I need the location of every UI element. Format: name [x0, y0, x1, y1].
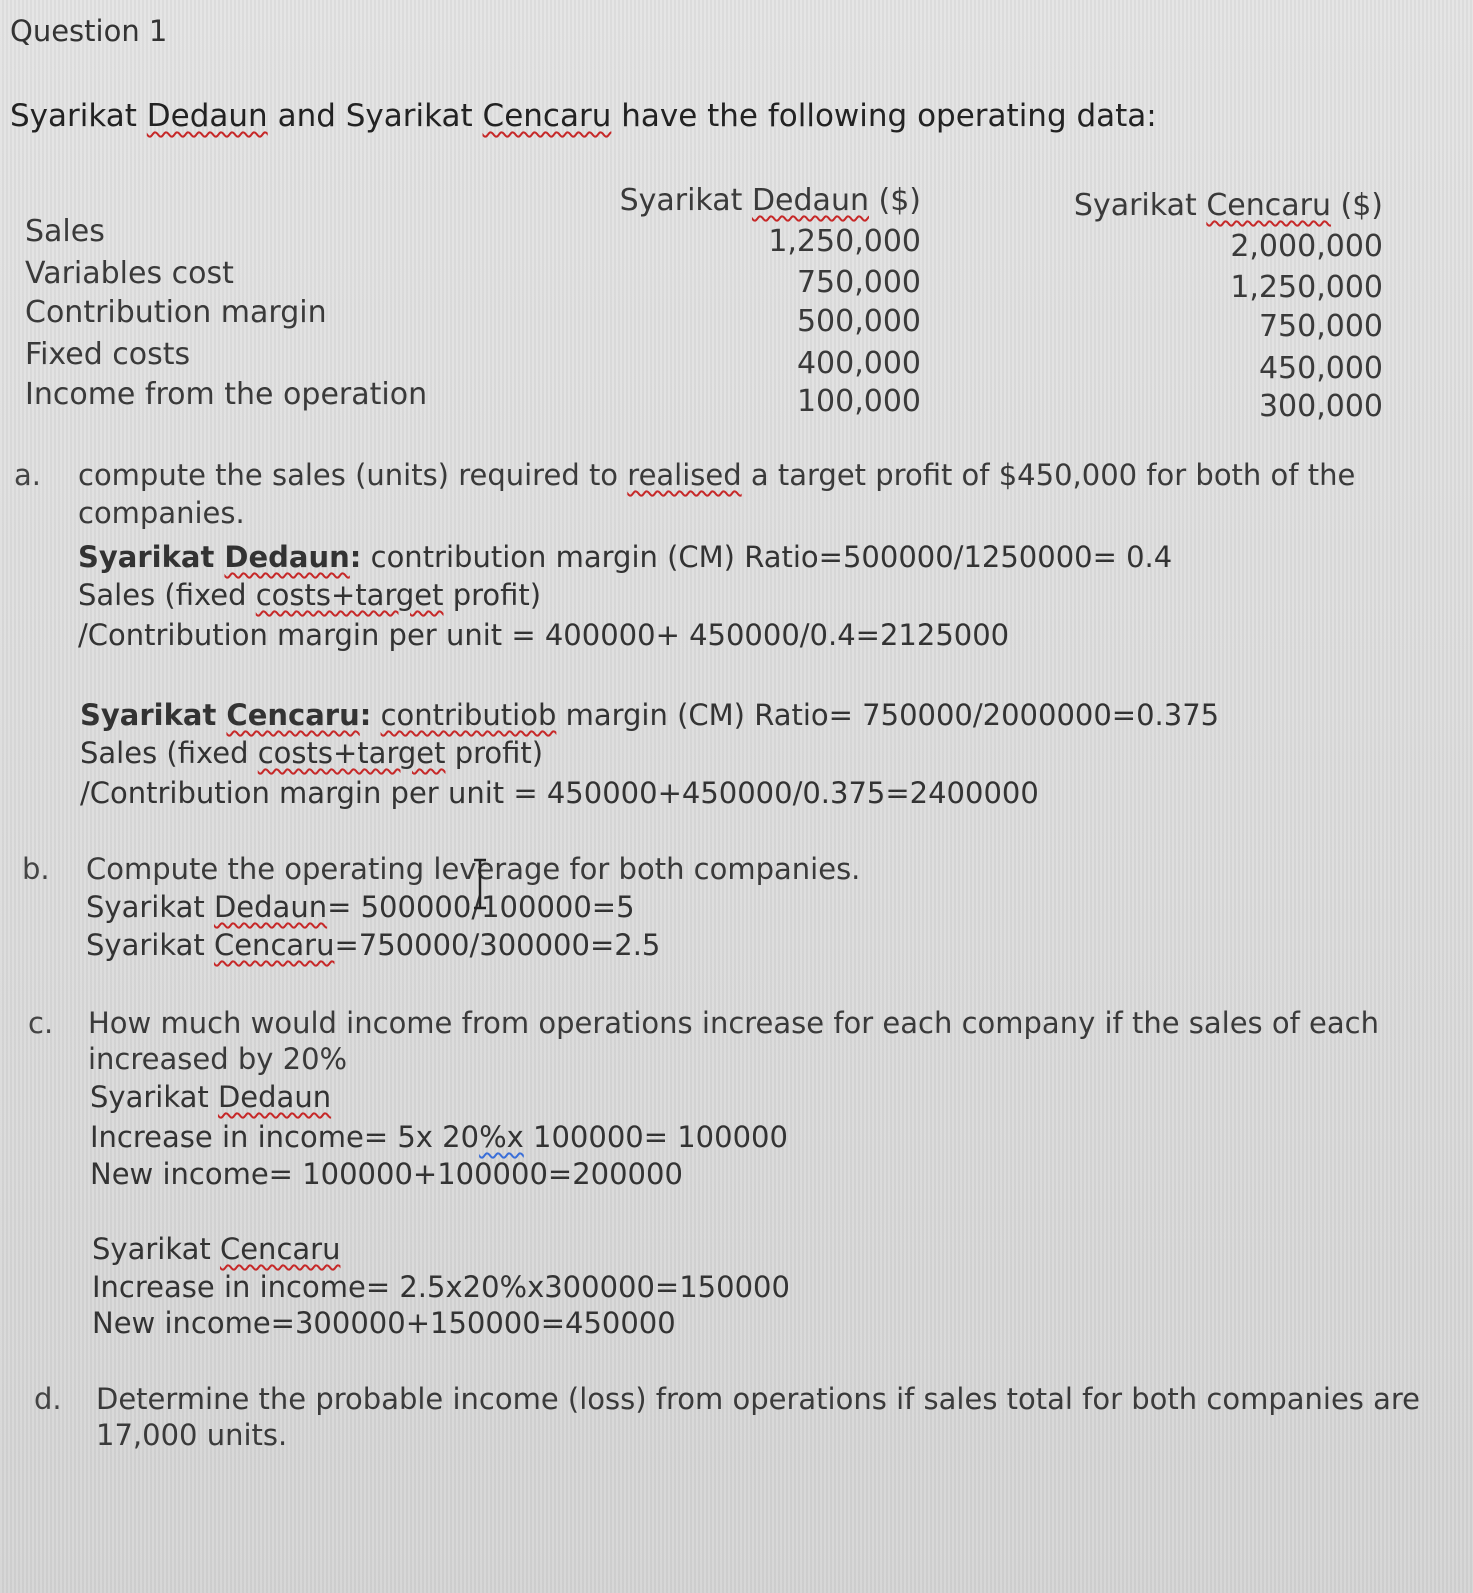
answer-text: margin (CM) Ratio= 750000/2000000=0.375	[556, 698, 1220, 732]
answer-heading: Syarikat	[78, 540, 225, 574]
question-title: Question 1	[10, 14, 168, 48]
header-unit: ($)	[868, 183, 921, 218]
question-text: a target profit of $450,000 for both of the	[741, 458, 1356, 492]
row-label-contribution-margin: Contribution margin	[25, 295, 327, 330]
misspelled-word: costs+target	[257, 736, 446, 770]
part-a-question	[78, 458, 1418, 492]
value-dedaun-income: 100,000	[796, 384, 921, 419]
part-b-question: Compute the operating leverage for both companies.	[86, 852, 861, 886]
misspelled-word: costs+target	[255, 578, 444, 612]
company-name-cencaru: Cencaru	[219, 1232, 341, 1266]
part-c-dedaun-heading	[90, 1080, 331, 1114]
company-name-dedaun: Dedaun	[146, 98, 268, 134]
misspelled-word: contributiob	[380, 698, 557, 732]
intro-text: and Syarikat	[267, 98, 483, 134]
answer-heading-company: Cencaru	[226, 698, 360, 732]
part-b-dedaun-answer	[86, 890, 635, 924]
column-header-cencaru	[1074, 188, 1383, 223]
answer-text: contribution margin (CM) Ratio=500000/1250000= 0.4	[361, 540, 1173, 574]
intro-text: Syarikat	[10, 98, 147, 134]
company-name-cencaru: Cencaru	[482, 98, 612, 134]
answer-heading: Syarikat	[92, 1232, 220, 1266]
row-label-sales: Sales	[25, 214, 105, 249]
header-company: Dedaun	[751, 183, 869, 218]
part-c-question-line1: How much would income from operations increase for each company if the sales of each	[88, 1006, 1379, 1040]
intro-text: have the following operating data:	[611, 98, 1157, 134]
value-dedaun-sales: 1,250,000	[768, 224, 921, 259]
part-a-cencaru-line3: /Contribution margin per unit = 450000+450000/0.375=2400000	[80, 776, 1039, 810]
part-a-dedaun-line2	[78, 578, 541, 612]
part-a-cencaru-line1	[80, 698, 1219, 732]
answer-heading-company: Dedaun	[224, 540, 350, 574]
part-c-question-line2: increased by 20%	[88, 1042, 348, 1076]
row-label-income: Income from the operation	[25, 377, 428, 412]
part-c-letter: c.	[28, 1006, 54, 1040]
header-company: Cencaru	[1206, 188, 1331, 223]
header-text: Syarikat	[1073, 188, 1207, 223]
value-cencaru-contribution-margin: 750,000	[1258, 309, 1383, 344]
company-name-dedaun: Dedaun	[213, 890, 328, 924]
part-c-cencaru-heading	[92, 1232, 340, 1266]
answer-heading: Syarikat	[90, 1080, 218, 1114]
part-d-letter: d.	[34, 1382, 62, 1416]
row-label-fixed-costs: Fixed costs	[25, 337, 191, 372]
part-a-cencaru-line2	[80, 736, 543, 770]
answer-text: =750000/300000=2.5	[334, 928, 661, 962]
answer-text: Sales (fixed	[80, 736, 258, 770]
header-unit: ($)	[1330, 188, 1383, 223]
part-a-letter: a.	[14, 458, 41, 492]
answer-heading-colon: :	[359, 698, 372, 732]
grammar-flagged-text: %x	[479, 1120, 524, 1154]
part-c-cencaru-increase: Increase in income= 2.5x20%x300000=150000	[92, 1270, 790, 1304]
answer-heading-colon: :	[349, 540, 362, 574]
answer-text: = 500000/100000=5	[327, 890, 635, 924]
misspelled-word: realised	[627, 458, 742, 492]
answer-heading: Syarikat	[80, 698, 227, 732]
value-dedaun-contribution-margin: 500,000	[796, 304, 921, 339]
question-text: compute the sales (units) required to	[78, 458, 628, 492]
part-d-question-line1: Determine the probable income (loss) from operations if sales total for both companies are	[96, 1382, 1421, 1416]
value-dedaun-fixed-costs: 400,000	[796, 346, 921, 381]
part-a-dedaun-line3: /Contribution margin per unit = 400000+ 450000/0.4=2125000	[78, 618, 1010, 652]
part-c-dedaun-increase	[90, 1120, 788, 1154]
answer-text: Sales (fixed	[78, 578, 256, 612]
answer-text: Syarikat	[86, 890, 214, 924]
part-d-question-line2: 17,000 units.	[96, 1418, 288, 1452]
part-a-dedaun-line1	[78, 540, 1172, 574]
answer-text: profit)	[443, 578, 542, 612]
column-header-dedaun	[620, 183, 921, 218]
intro-sentence	[10, 98, 1157, 134]
value-cencaru-variable-cost: 1,250,000	[1230, 270, 1383, 305]
answer-text: profit)	[445, 736, 544, 770]
value-cencaru-sales: 2,000,000	[1230, 229, 1383, 264]
text-cursor-icon	[470, 858, 490, 910]
value-dedaun-variable-cost: 750,000	[796, 265, 921, 300]
answer-text: Syarikat	[86, 928, 214, 962]
header-text: Syarikat	[619, 183, 752, 218]
company-name-dedaun: Dedaun	[217, 1080, 332, 1114]
answer-text: 100000= 100000	[523, 1120, 788, 1154]
value-cencaru-fixed-costs: 450,000	[1258, 351, 1383, 386]
part-a-question-line2: companies.	[78, 496, 245, 530]
company-name-cencaru: Cencaru	[213, 928, 335, 962]
part-b-letter: b.	[22, 852, 50, 886]
part-b-cencaru-answer	[86, 928, 660, 962]
answer-text: Increase in income= 5x 20	[90, 1120, 480, 1154]
value-cencaru-income: 300,000	[1258, 389, 1383, 424]
row-label-variable-cost: Variables cost	[25, 256, 234, 291]
part-c-dedaun-new-income: New income= 100000+100000=200000	[90, 1157, 683, 1191]
part-c-cencaru-new-income: New income=300000+150000=450000	[92, 1306, 676, 1340]
